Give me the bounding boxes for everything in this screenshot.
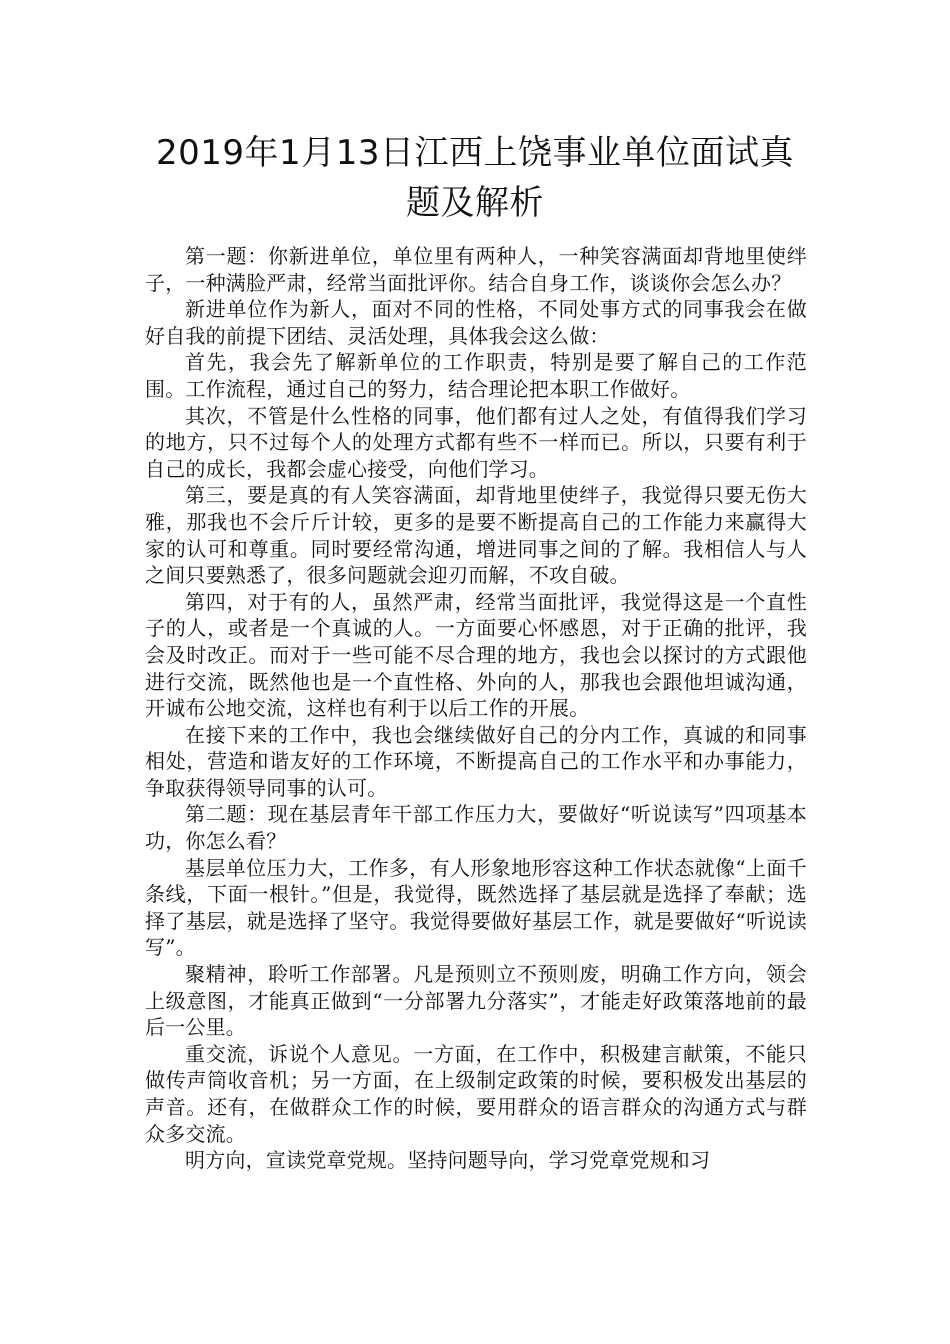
paragraph: 首先，我会先了解新单位的工作职责，特别是要了解自己的工作范围。工作流程，通过自己的努力，结合理论把本职工作做好。: [145, 350, 807, 401]
paragraph: 第二题：现在基层青年干部工作压力大，要做好“听说读写”四项基本功，你怎么看？: [145, 802, 807, 854]
paragraph: 新进单位作为新人，面对不同的性格，不同处事方式的同事我会在做好自我的前提下团结、灵活处理，具体我会这么做：: [145, 297, 807, 348]
paragraph: 其次，不管是什么性格的同事，他们都有过人之处，有值得我们学习的地方，只不过每个人的处理方式都有些不一样而已。所以，只要有利于自己的成长，我都会虚心接受，向他们学习。: [145, 403, 807, 481]
paragraph: 在接下来的工作中，我也会继续做好自己的分内工作，真诚的和同事相处，营造和谐友好的工作环境，不断提高自己的工作水平和办事能力，争取获得领导同事的认可。: [145, 722, 807, 800]
paragraph: 重交流，诉说个人意见。一方面，在工作中，积极建言献策，不能只做传声筒收音机；另一方面，在上级制定政策的时候，要积极发出基层的声音。还有，在做群众工作的时候，要用群众的语言群众的沟通方式与群众多交流。: [145, 1041, 807, 1146]
document-body: [145, 243, 807, 1174]
paragraph: 第一题：你新进单位，单位里有两种人，一种笑容满面却背地里使绊子，一种满脸严肃，经常当面批评你。结合自身工作，谈谈你会怎么办？: [145, 244, 807, 295]
document-title: 2019年1月13日江西上饶事业单位面试真题及解析: [156, 133, 794, 223]
paragraph: 聚精神，聆听工作部署。凡是预则立不预则废，明确工作方向，领会上级意图，才能真正做到“一分部署九分落实”，才能走好政策落地前的最后一公里。: [145, 962, 807, 1040]
paragraph: 基层单位压力大，工作多，有人形象地形容这种工作状态就像“上面千条线，下面一根针。”但是，我觉得，既然选择了基层就是选择了奉献；选择了基层，就是选择了坚守。我觉得要做好基层工作，就是要做好“听说读写”。: [145, 855, 807, 960]
paragraph: 明方向，宣读党章党规。坚持问题导向，学习党章党规和习: [185, 1148, 711, 1173]
paragraph: 第三，要是真的有人笑容满面，却背地里使绊子，我觉得只要无伤大雅，那我也不会斤斤计较，更多的是要不断提高自己的工作能力来赢得大家的认可和尊重。同时要经常沟通，增进同事之间的了解。我相信人与人之间只要熟悉了，很多问题就会迎刃而解，不攻自破。: [145, 483, 807, 588]
paragraph: 第四，对于有的人，虽然严肃，经常当面批评，我觉得这是一个直性子的人，或者是一个真诚的人。一方面要心怀感恩，对于正确的批评，我会及时改正。而对于一些可能不尽合理的地方，我也会以探讨的方式跟他进行交流，既然他也是一个直性格、外向的人，那我也会跟他坦诚沟通，开诚布公地交流，这样也有利于以后工作的开展。: [145, 589, 807, 721]
